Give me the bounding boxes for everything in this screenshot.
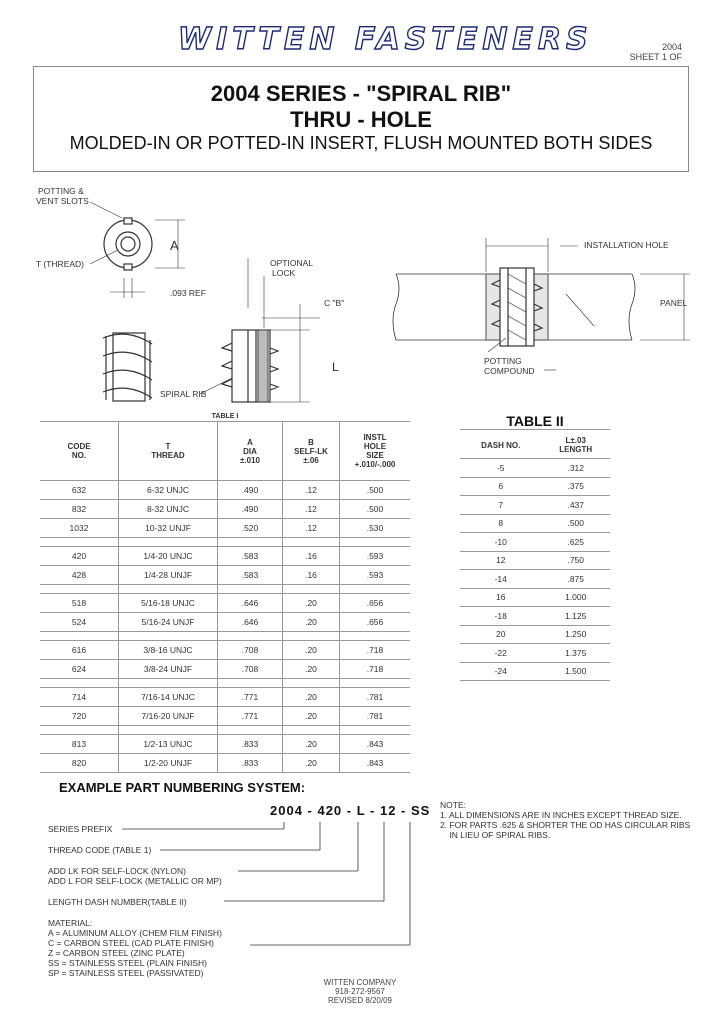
notes-title: NOTE: [440,800,466,810]
sheet-info [630,42,682,62]
code-cell: 832 [40,500,119,519]
code-cell: 813 [40,735,119,754]
length-cell: .750 [541,551,610,570]
hole-size-cell: .500 [340,481,411,500]
dia-cell: .833 [218,735,283,754]
code-cell: 714 [40,688,119,707]
dash-no-cell: -14 [460,570,541,589]
note-2-cont: IN LIEU OF SPIRAL RIBS. [440,830,551,840]
code-cell: 632 [40,481,119,500]
table-row [460,533,610,552]
code-cell: 420 [40,547,119,566]
length-cell: .375 [541,477,610,496]
table-row [40,519,410,538]
thread-cell: 6-32 UNJC [119,481,218,500]
length-cell: 1.250 [541,625,610,644]
hole-size-cell: .843 [340,735,411,754]
thread-cell: 1/2-20 UNJF [119,754,218,773]
table-row [40,754,410,773]
label-spiral-rib: SPIRAL RIB [160,389,207,399]
label-potting-compound-2: COMPOUND [484,366,535,376]
example-heading: EXAMPLE PART NUMBERING SYSTEM: [59,780,306,795]
table-row [460,477,610,496]
dash-no-cell: 8 [460,514,541,533]
self-lock-cell: .16 [283,547,340,566]
length-cell: 1.375 [541,644,610,663]
table-row [460,662,610,681]
title-series: 2004 SERIES - "SPIRAL RIB" [210,81,512,106]
hole-size-cell: .593 [340,547,411,566]
thread-cell: 10-32 UNJF [119,519,218,538]
length-cell: .437 [541,496,610,515]
hole-size-cell: .718 [340,660,411,679]
code-cell: 524 [40,613,119,632]
length-cell: 1.000 [541,588,610,607]
self-lock-cell: .12 [283,500,340,519]
footer [0,978,720,1005]
thread-cell: 8-32 UNJC [119,500,218,519]
table-row [460,644,610,663]
table-row [40,707,410,726]
dash-no-cell: -18 [460,607,541,626]
dash-no-cell: -5 [460,459,541,478]
dia-cell: .490 [218,500,283,519]
self-lock-cell: .20 [283,594,340,613]
table-group-spacer [40,585,410,594]
dash-no-cell: 16 [460,588,541,607]
thread-cell: 1/4-28 UNJF [119,566,218,585]
label-potting-vent-2: VENT SLOTS [36,196,89,206]
self-lock-cell: .12 [283,481,340,500]
dash-no-cell: -22 [460,644,541,663]
length-cell: .625 [541,533,610,552]
code-cell: 428 [40,566,119,585]
dash-no-cell: 7 [460,496,541,515]
table-row [460,496,610,515]
code-cell: 624 [40,660,119,679]
thread-cell: 7/16-14 UNJC [119,688,218,707]
table-row [40,566,410,585]
table-row [460,625,610,644]
label-series-prefix: SERIES PREFIX [48,824,113,834]
company-logo: WITTEN FASTENERS [178,22,593,57]
table-row [40,641,410,660]
header-thread: T THREAD [119,422,218,481]
label-potting-compound-1: POTTING [484,356,522,366]
footer-phone: 918-272-9567 [335,987,385,996]
dia-cell: .771 [218,707,283,726]
table-row [40,660,410,679]
table-row [40,594,410,613]
thread-cell: 3/8-24 UNJF [119,660,218,679]
table-row [460,607,610,626]
technical-drawing [0,178,720,410]
thread-cell: 1/2-13 UNJC [119,735,218,754]
self-lock-cell: .20 [283,613,340,632]
note-2: 2. FOR PARTS .625 & SHORTER THE OD HAS CIRCULAR RIBS [440,820,691,830]
header-hole-size: INSTL HOLE SIZE +.010/-.000 [340,422,411,481]
table-row [460,459,610,478]
title-description: MOLDED-IN OR POTTED-IN INSERT, FLUSH MOUNTED BOTH SIDES [69,133,653,153]
code-cell: 616 [40,641,119,660]
header-dash-no: DASH NO. [460,432,541,459]
table-row [40,547,410,566]
label-potting-vent-1: POTTING & [38,186,84,196]
label-material: MATERIAL: A = ALUMINUM ALLOY (CHEM FILM FINISH) C = CARBON STEEL (CAD PLATE FINISH) Z = CARBON STEEL (ZINC PLATE) SS = STAINLESS STEEL (PLAIN FINISH) SP = STAINLESS STEEL (PASSIVATED) [48,918,222,978]
dia-cell: .646 [218,594,283,613]
title-box [33,66,689,172]
note-1: 1. ALL DIMENSIONS ARE IN INCHES EXCEPT THREAD SIZE. [440,810,682,820]
table-row [460,551,610,570]
hole-size-cell: .843 [340,754,411,773]
notes [440,800,690,840]
footer-revised: REVISED 8/20/09 [327,996,393,1005]
label-dim-l: L [332,360,339,374]
self-lock-cell: .20 [283,660,340,679]
dash-no-cell: -24 [460,662,541,681]
dia-cell: .771 [218,688,283,707]
title-type: THRU - HOLE [290,107,432,132]
length-cell: 1.500 [541,662,610,681]
hole-size-cell: .530 [340,519,411,538]
label-length-dash: LENGTH DASH NUMBER(TABLE II) [48,897,187,907]
label-panel: PANEL [660,298,688,308]
label-optional-lock-2: LOCK [272,268,296,278]
label-dim-a: A [170,238,179,253]
part-number-callout-lines [0,816,440,956]
example-part-number: 2004 - 420 - L - 12 - SS [270,803,431,818]
table-group-spacer [40,679,410,688]
dia-cell: .708 [218,660,283,679]
code-cell: 518 [40,594,119,613]
footer-company: WITTEN COMPANY [323,978,397,987]
dash-no-cell: 12 [460,551,541,570]
self-lock-cell: .20 [283,754,340,773]
table-group-spacer [40,538,410,547]
thread-cell: 5/16-18 UNJC [119,594,218,613]
hole-size-cell: .781 [340,688,411,707]
dia-cell: .583 [218,566,283,585]
table-row [40,735,410,754]
dia-cell: .490 [218,481,283,500]
hole-size-cell: .781 [340,707,411,726]
dia-cell: .708 [218,641,283,660]
dash-no-cell: -10 [460,533,541,552]
thread-cell: 1/4-20 UNJC [119,547,218,566]
code-cell: 820 [40,754,119,773]
self-lock-cell: .12 [283,519,340,538]
header-length: L±.03 LENGTH [541,432,610,459]
label-optional-lock-1: OPTIONAL [270,258,313,268]
hole-size-cell: .656 [340,613,411,632]
hole-size-cell: .718 [340,641,411,660]
length-cell: 1.125 [541,607,610,626]
thread-cell: 7/16-20 UNJF [119,707,218,726]
table-row [460,570,610,589]
thread-cell: 3/8-16 UNJC [119,641,218,660]
table-2-body [460,459,610,681]
label-ref: .093 REF [170,288,206,298]
header-self-lock: B SELF-LK ±.06 [283,422,340,481]
self-lock-cell: .16 [283,566,340,585]
label-installation-hole: INSTALLATION HOLE [584,240,669,250]
length-cell: .312 [541,459,610,478]
dia-cell: .833 [218,754,283,773]
header-code: CODE NO. [40,422,119,481]
table-row [40,688,410,707]
dash-no-cell: 20 [460,625,541,644]
label-lock-options: ADD LK FOR SELF-LOCK (NYLON) ADD L FOR SELF-LOCK (METALLIC OR MP) [48,866,222,886]
self-lock-cell: .20 [283,707,340,726]
hole-size-cell: .500 [340,500,411,519]
table-group-spacer [40,632,410,641]
hole-size-cell: .656 [340,594,411,613]
table-row [40,613,410,632]
table-row [40,500,410,519]
self-lock-cell: .20 [283,735,340,754]
sheet-label: SHEET 1 OF [629,52,682,62]
table-1 [40,412,410,773]
code-cell: 1032 [40,519,119,538]
header-dia: A DIA ±.010 [218,422,283,481]
length-cell: .875 [541,570,610,589]
dia-cell: .583 [218,547,283,566]
length-cell: .500 [541,514,610,533]
dia-cell: .520 [218,519,283,538]
code-cell: 720 [40,707,119,726]
label-dim-c: C "B" [324,298,345,308]
thread-cell: 5/16-24 UNJF [119,613,218,632]
hole-size-cell: .593 [340,566,411,585]
self-lock-cell: .20 [283,641,340,660]
self-lock-cell: .20 [283,688,340,707]
table-row [460,514,610,533]
label-thread: T (THREAD) [36,259,85,269]
table-1-body [40,481,410,773]
table-row [460,588,610,607]
sheet-number: 2004 [661,42,682,52]
label-thread-code: THREAD CODE (TABLE 1) [48,845,152,855]
table-2-caption: TABLE II [460,413,610,430]
table-1-caption: TABLE I [40,412,410,422]
dia-cell: .646 [218,613,283,632]
table-group-spacer [40,726,410,735]
table-row [40,481,410,500]
dash-no-cell: 6 [460,477,541,496]
table-2 [460,432,610,681]
